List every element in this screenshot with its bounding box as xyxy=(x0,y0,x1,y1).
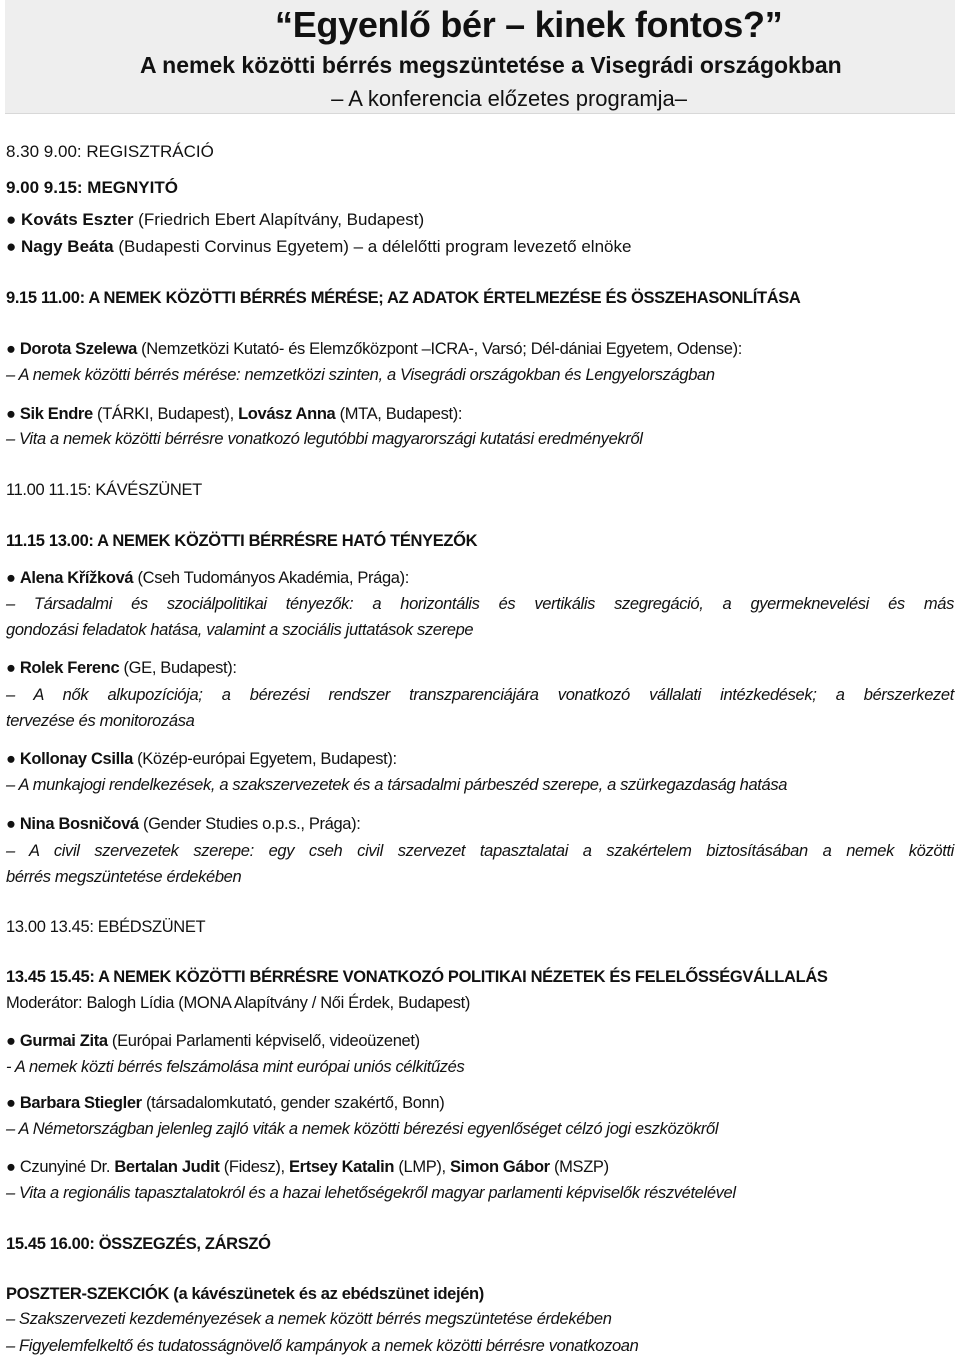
session-heading: 11.15 13.00: A NEMEK KÖZÖTTI BÉRRÉSRE HATÓ TÉNYEZŐK xyxy=(6,532,478,550)
speaker-affiliation: (GE, Budapest): xyxy=(119,659,237,677)
speaker-name: Lovász Anna xyxy=(238,405,336,423)
opening-heading: 9.00 9.15: MEGNYITÓ xyxy=(6,178,178,197)
speaker-affiliation: (Fidesz), xyxy=(219,1158,289,1176)
document-title: “Egyenlő bér – kinek fontos?” xyxy=(275,4,783,45)
document-subtitle-note: – A konferencia előzetes programja– xyxy=(331,86,687,111)
speaker-name: Gurmai Zita xyxy=(19,1032,108,1050)
opening-speaker xyxy=(6,236,631,258)
talk-title: – A civil szervezetek szerepe: egy cseh civil szervezet tapasztalatai a szakértelem biztosításában a nemek közötti xyxy=(6,842,954,860)
speaker-affiliation: (Cseh Tudományos Akadémia, Prága): xyxy=(133,569,409,587)
moderator-line: Moderátor: Balogh Lídia (MONA Alapítvány / Női Érdek, Budapest) xyxy=(6,994,471,1012)
speaker-affiliation: (társadalomkutató, gender szakértő, Bonn) xyxy=(141,1094,445,1112)
speaker-affiliation: (TÁRKI, Budapest), xyxy=(92,405,239,423)
talk-title: – Vita a regionális tapasztalatokról és a hazai lehetőségekről magyar parlamenti képviselők részvételével xyxy=(6,1184,736,1202)
document-subtitle: A nemek közötti bérrés megszüntetése a Visegrádi országokban xyxy=(140,52,842,78)
talk-speaker xyxy=(6,403,462,425)
speaker-name: Ertsey Katalin xyxy=(288,1158,395,1176)
bullet: ● xyxy=(6,1158,16,1176)
speaker-affiliation: (Európai Parlamenti képviselő, videoüzenet) xyxy=(107,1032,420,1050)
speaker-name: Sik Endre xyxy=(19,405,93,423)
talk-speaker xyxy=(6,338,742,360)
bullet: ● xyxy=(6,1032,16,1050)
bullet: ● xyxy=(6,659,16,677)
talk-title: – Vita a nemek közötti bérrésre vonatkozó legutóbbi magyarországi kutatási eredményekről xyxy=(6,430,643,448)
speaker-affiliation: (Nemzetközi Kutató- és Elemzőközpont –ICRA-, Varsó; Dél-dániai Egyetem, Odense): xyxy=(136,340,742,358)
talk-title: - A nemek közti bérrés felszámolása mint európai uniós célkitűzés xyxy=(6,1058,465,1076)
speaker-name: Kováts Eszter xyxy=(21,210,134,229)
speaker-affiliation: (LMP), xyxy=(394,1158,451,1176)
lunch-break: 13.00 13.45: EBÉDSZÜNET xyxy=(6,918,206,936)
coffee-break: 11.00 11.15: KÁVÉSZÜNET xyxy=(6,481,202,499)
speaker-name: Rolek Ferenc xyxy=(19,659,120,677)
speaker-name: Alena Křížková xyxy=(19,569,134,587)
talk-title-continued: gondozási feladatok hatása, valamint a szociális juttatások szerepe xyxy=(6,621,474,639)
talk-title: – A munkajogi rendelkezések, a szakszervezetek és a társadalmi párbeszéd szerepe, a szürkegazdaság hatása xyxy=(6,776,788,794)
poster-heading: POSZTER-SZEKCIÓK (a kávészünetek és az ebédszünet idején) xyxy=(6,1285,484,1303)
bullet: ● xyxy=(6,210,17,229)
session-heading: 9.15 11.00: A NEMEK KÖZÖTTI BÉRRÉS MÉRÉSE; AZ ADATOK ÉRTELMEZÉSE ÉS ÖSSZEHASONLÍTÁSA xyxy=(6,289,801,307)
talk-speaker xyxy=(6,657,237,679)
speaker-name: Dorota Szelewa xyxy=(19,340,137,358)
talk-title: – A Németországban jelenleg zajló viták a nemek közötti bérezési egyenlőséget célzó jogi eszközökről xyxy=(6,1120,719,1138)
talk-title: – A nők alkupozíciója; a bérezési rendszer transzparenciájára vonatkozó vállalati intézkedések; a bérszerkezet xyxy=(6,686,954,704)
speaker-affiliation: (MTA, Budapest): xyxy=(335,405,463,423)
header-banner xyxy=(5,0,955,114)
speaker-name: Bertalan Judit xyxy=(114,1158,220,1176)
talk-title: – A nemek közötti bérrés mérése: nemzetközi szinten, a Visegrádi országokban és Lengyelországban xyxy=(6,366,715,384)
speaker-name: Nagy Beáta xyxy=(21,237,114,256)
speaker-prefix: Czunyiné Dr. xyxy=(15,1158,115,1176)
talk-title-continued: tervezése és monitorozása xyxy=(6,712,195,730)
talk-title: – Társadalmi és szociálpolitikai tényezők: a horizontális és vertikális szegregáció, a gyermeknevelési és más xyxy=(6,595,954,613)
poster-item: – Figyelemfelkeltő és tudatosságnövelő kampányok a nemek közötti bérrésre vonatkozoan xyxy=(6,1337,639,1355)
poster-item: – Szakszervezeti kezdeményezések a nemek között bérrés megszüntetése érdekében xyxy=(6,1310,612,1328)
talk-speaker xyxy=(6,1156,609,1178)
opening-speaker xyxy=(6,209,424,231)
speaker-name: Simon Gábor xyxy=(450,1158,550,1176)
speaker-affiliation: (Gender Studies o.p.s., Prága): xyxy=(138,815,361,833)
speaker-affiliation: (Budapesti Corvinus Egyetem) – a délelőtti program levezető elnöke xyxy=(113,237,632,256)
talk-speaker xyxy=(6,1030,420,1052)
bullet: ● xyxy=(6,405,16,423)
talk-speaker xyxy=(6,567,409,589)
speaker-affiliation: (Közép-európai Egyetem, Budapest): xyxy=(132,750,397,768)
bullet: ● xyxy=(6,1094,16,1112)
speaker-name: Nina Bosničová xyxy=(19,815,139,833)
bullet: ● xyxy=(6,237,17,256)
talk-speaker xyxy=(6,748,397,770)
session-heading: 13.45 15.45: A NEMEK KÖZÖTTI BÉRRÉSRE VONATKOZÓ POLITIKAI NÉZETEK ÉS FELELŐSSÉGVÁLLALÁS xyxy=(6,968,828,986)
speaker-name: Kollonay Csilla xyxy=(19,750,133,768)
bullet: ● xyxy=(6,815,16,833)
speaker-affiliation: (Friedrich Ebert Alapítvány, Budapest) xyxy=(133,210,425,229)
bullet: ● xyxy=(6,750,16,768)
registration-line: 8.30 9.00: REGISZTRÁCIÓ xyxy=(6,142,214,161)
closing-heading: 15.45 16.00: ÖSSZEGZÉS, ZÁRSZÓ xyxy=(6,1235,271,1253)
talk-speaker xyxy=(6,813,361,835)
speaker-name: Barbara Stiegler xyxy=(19,1094,142,1112)
talk-title-continued: bérrés megszüntetése érdekében xyxy=(6,868,242,886)
talk-speaker xyxy=(6,1092,444,1114)
bullet: ● xyxy=(6,340,16,358)
speaker-affiliation: (MSZP) xyxy=(549,1158,609,1176)
bullet: ● xyxy=(6,569,16,587)
